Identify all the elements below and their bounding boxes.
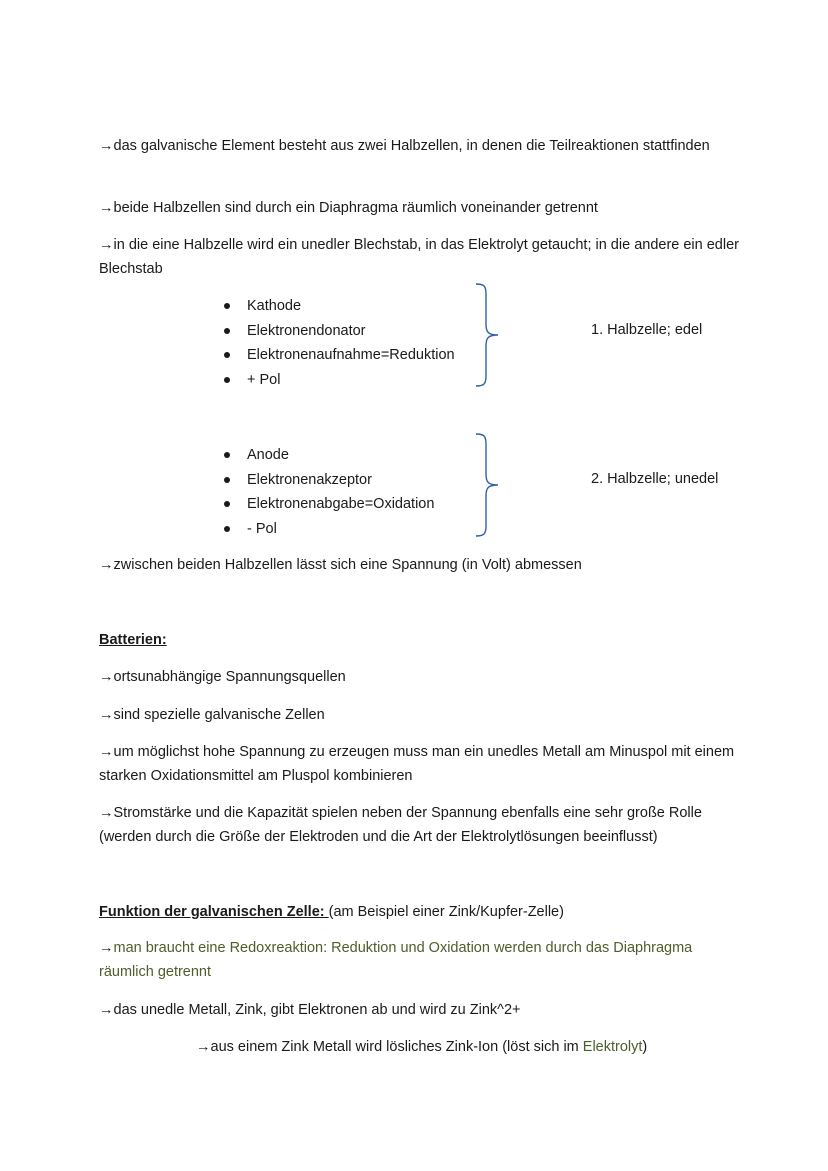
arrow-icon: → [99,237,114,253]
funktion-heading: Funktion der galvanischen Zelle: [99,904,329,920]
curly-brace-icon [474,282,510,388]
halfcell-1-label: 1. Halbzelle; edel [591,322,703,338]
arrow-icon: → [99,1002,114,1018]
list-item: + Pol [222,368,455,393]
curly-brace-icon [474,432,510,538]
list-item: Elektronenaufnahme=Reduktion [222,343,455,368]
arrow-icon: → [99,669,114,685]
funktion-line-2: →das unedle Metall, Zink, gibt Elektronen ab und wird zu Zink^2+ [99,1002,521,1018]
intro-line-1: →das galvanische Element besteht aus zwei Halbzellen, in denen die Teilreaktionen stattfinden [99,138,710,154]
arrow-icon: → [99,940,114,956]
voltage-line: →zwischen beiden Halbzellen lässt sich eine Spannung (in Volt) abmessen [99,557,582,573]
arrow-icon: → [99,138,114,154]
arrow-icon: → [99,200,114,216]
list-item: Elektronenakzeptor [222,468,434,493]
arrow-icon: → [99,805,114,821]
batterien-line-3: →um möglichst hohe Spannung zu erzeugen muss man ein unedles Metall am Minuspol mit einem starken Oxidationsmittel am Pluspol kombinieren [99,744,735,784]
halfcell-2-list [222,443,434,541]
batterien-heading: Batterien: [99,632,167,648]
batterien-line-2: →sind spezielle galvanische Zellen [99,707,325,723]
funktion-subheading: (am Beispiel einer Zink/Kupfer-Zelle) [328,904,564,920]
list-item: Elektronendonator [222,319,455,344]
halfcell-1-list [222,294,455,392]
funktion-line-1: →man braucht eine Redoxreaktion: Reduktion und Oxidation werden durch das Diaphragma räumlich getrennt [99,940,693,980]
batterien-line-1: →ortsunabhängige Spannungsquellen [99,669,346,685]
list-item: Elektronenabgabe=Oxidation [222,492,434,517]
list-item: Anode [222,443,434,468]
arrow-icon: → [196,1039,211,1055]
intro-line-3: →in die eine Halbzelle wird ein unedler Blechstab, in das Elektrolyt getaucht; in die andere ein edler Blechstab [99,237,739,277]
list-item: Kathode [222,294,455,319]
arrow-icon: → [99,707,114,723]
funktion-heading-line [99,900,749,924]
funktion-line-3: →aus einem Zink Metall wird lösliches Zink-Ion (löst sich im Elektrolyt) [196,1039,648,1055]
elektrolyt-term: Elektrolyt [582,1039,643,1055]
arrow-icon: → [99,557,114,573]
halfcell-2-label: 2. Halbzelle; unedel [591,471,719,487]
intro-line-2: →beide Halbzellen sind durch ein Diaphragma räumlich voneinander getrennt [99,200,598,216]
batterien-line-4: →Stromstärke und die Kapazität spielen neben der Spannung ebenfalls eine sehr große Rolle (werden durch die Größe der Elektroden und die Art der Elektrolytlösungen beeinflusst) [99,805,702,845]
list-item: - Pol [222,517,434,542]
arrow-icon: → [99,744,114,760]
